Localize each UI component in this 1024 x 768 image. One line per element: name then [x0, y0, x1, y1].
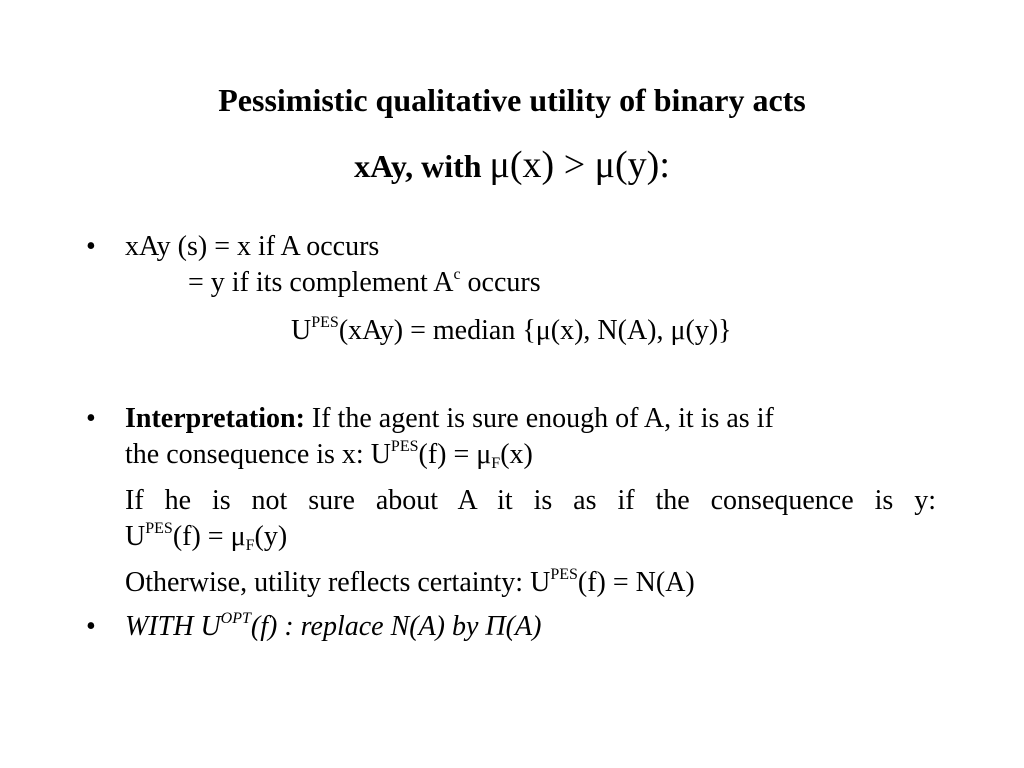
bullet3-opt-superscript: OPT: [220, 610, 251, 627]
para2-end: (y): [254, 521, 288, 552]
para2-sup: PES: [145, 520, 173, 537]
formula-pes-superscript: PES: [311, 314, 339, 331]
bullet1-line2-post: occurs: [460, 267, 541, 298]
bullet3-line: [125, 609, 541, 645]
bullet1-formula: [291, 313, 732, 349]
interpretation-label: Interpretation:: [125, 403, 305, 434]
bullet1-line1: xAy (s) = x if A occurs: [125, 231, 380, 262]
bullet2-para2-line2: [125, 519, 287, 555]
para3-end: (f) = N(A): [577, 567, 695, 598]
bullet2-line1-rest: If the agent is sure enough of A, it is as if: [304, 403, 774, 434]
subtitle-formula: μ(x) > μ(y):: [489, 144, 670, 186]
para2-u: U: [125, 521, 146, 552]
bullet2-line2-end: (x): [500, 439, 533, 470]
bullet2-para2-line1: If he is not sure about A it is as if the consequence is y:: [125, 485, 936, 516]
bullet2-line2: [125, 437, 533, 473]
bullet2-line2-mid: (f) = μ: [418, 439, 492, 470]
bullet2-line2-pre: the consequence is x: U: [125, 439, 391, 470]
bullet2-para3: [125, 565, 695, 601]
complement-superscript: c: [453, 266, 461, 283]
formula-rest: (xAy) = median {μ(x), N(A), μ(y)}: [338, 315, 732, 346]
bullet3-post: (f) : replace N(A) by Π(A): [250, 611, 542, 642]
bullet1-line2-pre: = y if its complement A: [188, 267, 454, 298]
para3-sup: PES: [550, 566, 578, 583]
bullet-marker-3: •: [86, 611, 96, 642]
formula-u: U: [291, 315, 312, 346]
para2-sub: F: [245, 537, 255, 554]
bullet-marker-2: •: [86, 403, 96, 434]
subtitle-bold: xAy, with: [354, 148, 490, 184]
bullet2-line2-sub: F: [491, 455, 501, 472]
bullet2-line2-sup: PES: [390, 438, 419, 455]
slide-title: Pessimistic qualitative utility of binary acts: [218, 82, 806, 118]
bullet2-line1: [125, 401, 774, 437]
para2-mid: (f) = μ: [172, 521, 246, 552]
bullet3-pre: WITH U: [125, 611, 221, 642]
para3-pre: Otherwise, utility reflects certainty: U: [125, 567, 551, 598]
bullet-marker-1: •: [86, 231, 96, 262]
bullet1-line2: [188, 265, 541, 301]
slide-subtitle: [0, 140, 1024, 191]
